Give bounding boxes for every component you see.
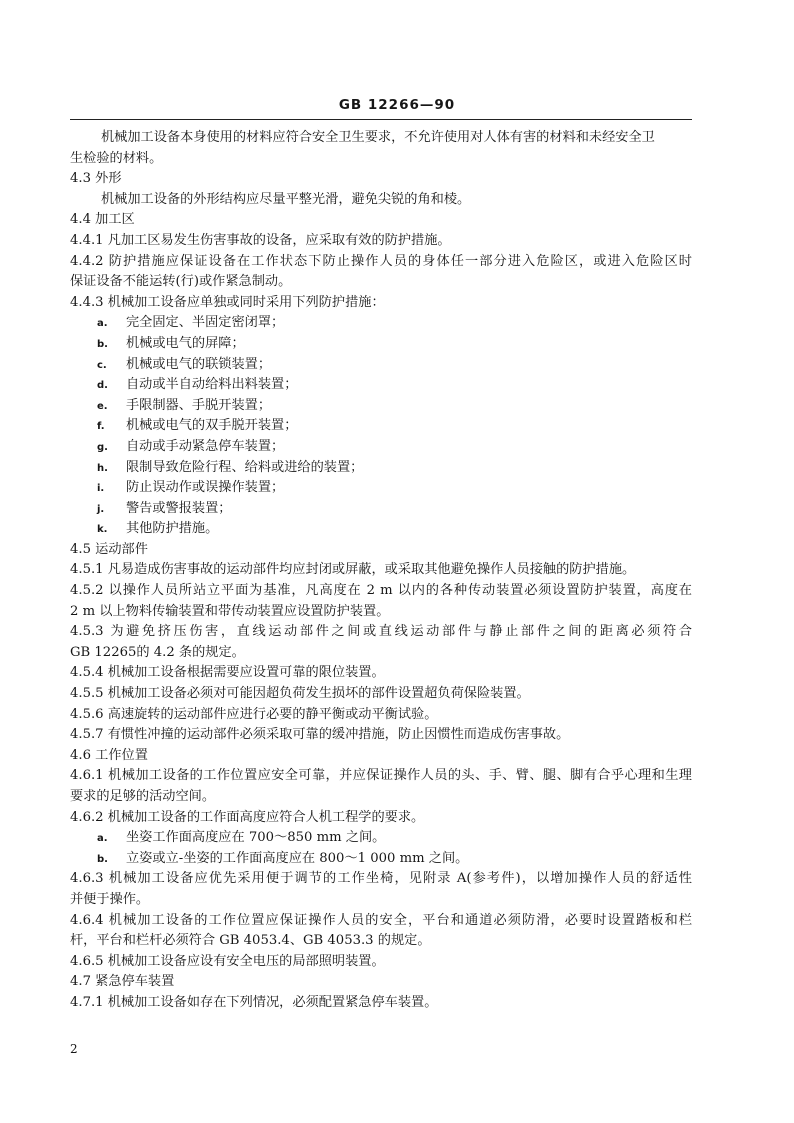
list-item-label: a. (97, 318, 108, 330)
clause-line: 4.4.3 机械加工设备应单独或同时采用下列防护措施： (70, 294, 385, 310)
clause-line: 2 m 以上物料传输装置和带传动装置应设置防护装置。 (70, 603, 390, 619)
list-item (70, 416, 692, 437)
clause-line: 4.5.3 为避免挤压伤害，直线运动部件之间或直线运动部件与静止部件之间的距离必须符合 (70, 624, 692, 640)
list-item (70, 519, 692, 540)
section-heading: 4.6 工作位置 (70, 747, 148, 763)
section-heading: 4.7 紧急停车装置 (70, 974, 175, 990)
list-item-text: 限制导致危险行程、给料或进给的装置； (126, 459, 364, 475)
clause-line: GB 12265的 4.2 条的规定。 (70, 644, 245, 660)
list-item (70, 499, 692, 520)
section-heading: 4.3 外形 (70, 171, 122, 187)
clause-line: 4.4.1 凡加工区易发生伤害事故的设备，应采取有效的防护措施。 (70, 232, 451, 248)
paragraph-line: 机械加工设备本身使用的材料应符合安全卫生要求，不允许使用对人体有害的材料和未经安全卫 (101, 130, 655, 145)
list-item-label: d. (97, 380, 108, 392)
list-item-text: 机械或电气的屏障； (126, 335, 245, 351)
header-rule (70, 119, 692, 120)
list-item (70, 355, 692, 376)
clause-line: 4.5.4 机械加工设备根据需要应设置可靠的限位装置。 (70, 665, 385, 681)
list-item-text: 警告或警报装置； (126, 500, 232, 516)
document-body (70, 128, 692, 1014)
list-item-text: 自动或手动紧急停车装置； (126, 438, 285, 454)
list-item-text: 手限制器、手脱开装置； (126, 397, 272, 413)
list-item-text: 防止误动作或误操作装置； (126, 480, 285, 496)
list-item (70, 313, 692, 334)
clause-line: 4.5.5 机械加工设备必须对可能因超负荷发生损坏的部件设置超负荷保险装置。 (70, 686, 530, 702)
list-item (70, 458, 692, 479)
list-item (70, 849, 692, 870)
clause-line: 保证设备不能运转(行)或作紧急制动。 (70, 274, 292, 290)
list-item-text: 机械或电气的双手脱开装置； (126, 418, 298, 434)
list-item-text: 自动或半自动给料出料装置； (126, 377, 298, 393)
list-item-label: c. (97, 359, 107, 371)
clause-line: 4.4.2 防护措施应保证设备在工作状态下防止操作人员的身体任一部分进入危险区，或进入危险区时 (70, 253, 692, 269)
list-item (70, 478, 692, 499)
clause-line: 4.6.4 机械加工设备的工作位置应保证操作人员的安全，平台和通道必须防滑，必要时设置踏板和栏 (70, 912, 692, 928)
section-heading: 4.5 运动部件 (70, 541, 148, 557)
list-item (70, 375, 692, 396)
clause-line: 4.5.1 凡易造成伤害事故的运动部件均应封闭或屏蔽，或采取其他避免操作人员接触的防护措施。 (70, 562, 636, 578)
list-item-label: b. (97, 338, 108, 350)
list-item-label: k. (97, 524, 108, 536)
list-item-label: i. (97, 483, 105, 495)
list-item-label: b. (97, 853, 108, 865)
standard-code-header: GB 12266—90 (338, 97, 456, 113)
list-item-label: j. (97, 503, 105, 515)
list-item-text: 立姿或立-坐姿的工作面高度应在 800～1 000 mm 之间。 (126, 850, 469, 866)
paragraph-line: 机械加工设备的外形结构应尽量平整光滑，避免尖锐的角和棱。 (101, 191, 471, 207)
list-item-label: g. (97, 441, 108, 453)
list-item-text: 其他防护措施。 (126, 521, 219, 537)
list-item (70, 437, 692, 458)
list-item-text: 机械或电气的联锁装置； (126, 356, 272, 372)
list-item-label: f. (97, 421, 105, 433)
list-item (70, 334, 692, 355)
list-item (70, 396, 692, 417)
clause-line: 并便于操作。 (70, 891, 150, 907)
clause-line: 4.6.2 机械加工设备的工作面高度应符合人机工程学的要求。 (70, 809, 425, 825)
clause-line: 4.7.1 机械加工设备如存在下列情况，必须配置紧急停车装置。 (70, 994, 438, 1010)
clause-line: 4.5.2 以操作人员所站立平面为基准，凡高度在 2 m 以内的各种传动装置必须设置防护装置，高度在 (70, 583, 692, 599)
list-item-text: 坐姿工作面高度应在 700～850 mm 之间。 (126, 830, 386, 846)
clause-line: 4.6.1 机械加工设备的工作位置应安全可靠，并应保证操作人员的头、手、臂、腿、脚有合乎心理和生理 (70, 768, 692, 784)
clause-line: 4.5.7 有惯性冲撞的运动部件必须采取可靠的缓冲措施，防止因惯性而造成伤害事故。 (70, 727, 570, 743)
clause-line: 4.5.6 高速旋转的运动部件应进行必要的静平衡或动平衡试验。 (70, 706, 438, 722)
clause-line: 4.6.3 机械加工设备应优先采用便于调节的工作坐椅，见附录 A(参考件)，以增加操作人员的舒适性 (70, 871, 692, 887)
list-item-label: a. (97, 833, 108, 845)
list-item-text: 完全固定、半固定密闭罩； (126, 315, 285, 331)
paragraph-line: 生检验的材料。 (70, 150, 163, 166)
page-number: 2 (70, 1042, 78, 1056)
list-item-label: e. (97, 400, 108, 412)
list-item (70, 828, 692, 849)
section-heading: 4.4 加工区 (70, 212, 135, 228)
list-item-label: h. (97, 462, 108, 474)
clause-line: 杆，平台和栏杆必须符合 GB 4053.4、GB 4053.3 的规定。 (70, 933, 431, 949)
clause-line: 要求的足够的活动空间。 (70, 789, 216, 804)
clause-line: 4.6.5 机械加工设备应设有安全电压的局部照明装置。 (70, 953, 385, 969)
